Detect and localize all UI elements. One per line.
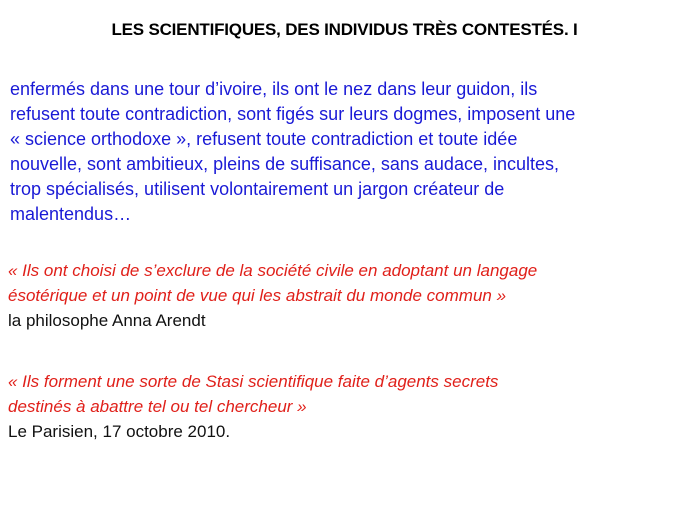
intro-line: nouvelle, sont ambitieux, pleins de suffisance, sans audace, incultes, bbox=[10, 154, 559, 174]
intro-paragraph bbox=[10, 77, 685, 227]
intro-line: « science orthodoxe », refusent toute contradiction et toute idée bbox=[10, 129, 518, 149]
intro-line: malentendus… bbox=[10, 204, 132, 224]
quote-line: « Ils ont choisi de s’exclure de la société civile en adoptant un langage bbox=[8, 261, 538, 280]
slide-title: LES SCIENTIFIQUES, DES INDIVIDUS TRÈS CONTESTÉS. I bbox=[111, 20, 578, 39]
intro-line: refusent toute contradiction, sont figés sur leurs dogmes, imposent une bbox=[10, 104, 576, 124]
quote-line: ésotérique et un point de vue qui les abstrait du monde commun » bbox=[8, 286, 507, 305]
quote-attribution: la philosophe Anna Arendt bbox=[8, 311, 206, 330]
quote-arendt bbox=[8, 258, 683, 333]
quote-line: « Ils forment une sorte de Stasi scientifique faite d’agents secrets bbox=[8, 372, 499, 391]
intro-line: trop spécialisés, utilisent volontairement un jargon créateur de bbox=[10, 179, 505, 199]
quote-line: destinés à abattre tel ou tel chercheur » bbox=[8, 397, 307, 416]
quote-attribution: Le Parisien, 17 octobre 2010. bbox=[8, 422, 231, 441]
quote-le-parisien bbox=[8, 369, 683, 444]
intro-line: enfermés dans une tour d’ivoire, ils ont le nez dans leur guidon, ils bbox=[10, 79, 538, 99]
